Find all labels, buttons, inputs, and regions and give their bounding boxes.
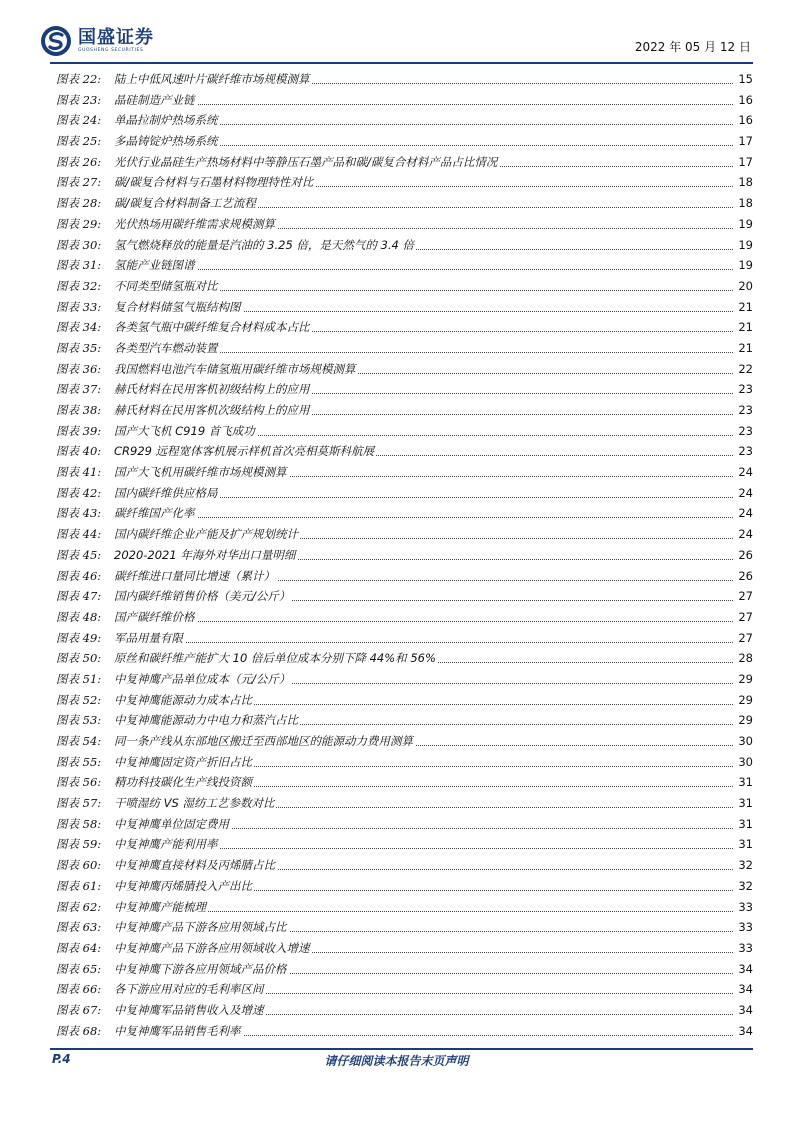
toc-entry-title: 中复神鹰军品销售毛利率 <box>114 1021 243 1042</box>
toc-entry-label: 图表 33: <box>56 299 102 314</box>
toc-leader-dots <box>114 104 733 105</box>
toc-entry-title: 国内碳纤维供应格局 <box>114 483 220 504</box>
toc-entry-label: 图表 41: <box>56 465 102 480</box>
toc-entry-page: 27 <box>733 607 753 628</box>
toc-entry-page: 33 <box>733 938 753 959</box>
toc-entry-page: 28 <box>733 648 753 669</box>
toc-entry[interactable] <box>56 338 753 359</box>
toc-entry[interactable] <box>56 110 753 131</box>
toc-entry[interactable] <box>56 752 753 773</box>
toc-entry-page: 24 <box>733 524 753 545</box>
toc-entry-title: 中复神鹰军品销售收入及增速 <box>114 1000 266 1021</box>
toc-entry-label: 图表 29: <box>56 216 102 231</box>
toc-entry[interactable] <box>56 235 753 256</box>
toc-entry-page: 34 <box>733 979 753 1000</box>
toc-entry-page: 23 <box>733 421 753 442</box>
toc-entry-page: 31 <box>733 814 753 835</box>
toc-entry-page: 29 <box>733 690 753 711</box>
toc-entry-title: 氢能产业链图谱 <box>114 255 197 276</box>
toc-entry-page: 34 <box>733 1021 753 1042</box>
toc-entry[interactable] <box>56 69 753 90</box>
toc-entry-label: 图表 58: <box>56 816 102 831</box>
toc-entry-label: 图表 59: <box>56 837 102 852</box>
toc-entry-label: 图表 68: <box>56 1023 102 1038</box>
toc-entry-page: 23 <box>733 379 753 400</box>
toc-entry-title: 多晶铸锭炉热场系统 <box>114 131 220 152</box>
toc-entry-title: 单晶拉制炉热场系统 <box>114 110 220 131</box>
toc-entry-title: 国内碳纤维企业产能及扩产规划统计 <box>114 524 300 545</box>
toc-entry-title: 国产大飞机用碳纤维市场规模测算 <box>114 462 289 483</box>
toc-leader-dots <box>114 269 733 270</box>
toc-entry-page: 19 <box>733 255 753 276</box>
toc-entry-label: 图表 54: <box>56 734 102 748</box>
page-header <box>40 18 753 68</box>
toc-entry-page: 33 <box>733 917 753 938</box>
toc-entry-label: 图表 44: <box>56 527 102 542</box>
toc-entry[interactable] <box>56 669 753 690</box>
toc-entry-title: 国产大飞机 C919 首飞成功 <box>114 421 257 442</box>
toc-entry[interactable] <box>56 648 753 669</box>
toc-entry-page: 21 <box>733 338 753 359</box>
toc-entry-page: 34 <box>733 959 753 980</box>
toc-leader-dots <box>114 621 733 622</box>
toc-entry[interactable] <box>56 172 753 193</box>
toc-entry-label: 图表 40: <box>56 444 102 459</box>
toc-entry-title: 各类型汽车燃动装置 <box>114 338 220 359</box>
toc-entry-label: 图表 53: <box>56 713 102 728</box>
toc-entry-title: 国内碳纤维销售价格（美元/公斤） <box>114 586 292 607</box>
report-date: 2022 年 05 月 12 日 <box>634 40 751 54</box>
toc-entry-label: 图表 24: <box>56 113 102 128</box>
toc-entry-page: 32 <box>733 855 753 876</box>
toc-entry-page: 17 <box>733 131 753 152</box>
page-number: P.4 <box>52 1052 71 1066</box>
toc-entry-title: 中复神鹰单位固定费用 <box>114 814 231 835</box>
toc-entry-title: 中复神鹰能源动力中电力和蒸汽占比 <box>114 710 300 731</box>
toc-entry-title: 陆上中低风速叶片碳纤维市场规模测算 <box>114 69 312 90</box>
toc-entry-title: 中复神鹰产能梳理 <box>114 897 208 918</box>
toc-entry[interactable] <box>56 793 753 814</box>
toc-entry[interactable] <box>56 131 753 152</box>
toc-entry[interactable] <box>56 545 753 566</box>
toc-entry[interactable] <box>56 979 753 1000</box>
toc-entry[interactable] <box>56 586 753 607</box>
toc-entry-title: 中复神鹰下游各应用领域产品价格 <box>114 959 289 980</box>
toc-entry-label: 图表 32: <box>56 278 102 293</box>
toc-entry[interactable] <box>56 379 753 400</box>
toc-entry-title: 中复神鹰产品单位成本（元/公斤） <box>114 669 292 690</box>
toc-entry-label: 图表 34: <box>56 320 102 335</box>
toc-entry-page: 29 <box>733 669 753 690</box>
disclaimer-note: 请仔细阅读本报告末页声明 <box>324 1054 469 1068</box>
toc-entry-label: 图表 50: <box>56 651 102 666</box>
toc-entry[interactable] <box>56 566 753 587</box>
toc-entry-label: 图表 67: <box>56 1002 102 1017</box>
guosheng-logo-icon <box>40 25 72 57</box>
toc-entry-title: 晶硅制造产业链 <box>114 90 197 111</box>
toc-entry-page: 26 <box>733 566 753 587</box>
toc-entry[interactable] <box>56 255 753 276</box>
toc-entry-label: 图表 64: <box>56 940 102 955</box>
toc-entry[interactable] <box>56 317 753 338</box>
toc-entry-label: 图表 25: <box>56 134 102 149</box>
toc-entry-label: 图表 43: <box>56 506 102 521</box>
toc-entry-label: 图表 63: <box>56 920 102 935</box>
toc-entry-label: 图表 60: <box>56 858 102 873</box>
toc-entry-title: 碳纤维进口量同比增速（累计） <box>114 566 277 587</box>
toc-entry-page: 19 <box>733 235 753 256</box>
toc-entry-title: 原丝和碳纤维产能扩大 10 倍后单位成本分别下降 44%和 56% <box>114 648 438 669</box>
toc-entry-label: 图表 62: <box>56 899 102 914</box>
toc-entry-title: 碳/碳复合材料制备工艺流程 <box>114 193 258 214</box>
toc-entry[interactable] <box>56 959 753 980</box>
toc-entry-title: 碳/碳复合材料与石墨材料物理特性对比 <box>114 172 315 193</box>
toc-entry-label: 图表 57: <box>56 796 102 811</box>
toc-entry-title: 中复神鹰产能利用率 <box>114 834 220 855</box>
toc-entry-title: 中复神鹰产品下游各应用领域占比 <box>114 917 289 938</box>
toc-entry[interactable] <box>56 607 753 628</box>
toc-entry-title: 同一条产线从东部地区搬迁至西部地区的能源动力费用测算 <box>114 731 415 752</box>
toc-entry-label: 图表 28: <box>56 196 102 211</box>
toc-entry-label: 图表 31: <box>56 258 102 273</box>
toc-entry-label: 图表 36: <box>56 361 102 376</box>
toc-entry-title: 精功科技碳化生产线投资额 <box>114 772 254 793</box>
toc-entry[interactable] <box>56 855 753 876</box>
toc-entry-title: 复合材料储氢气瓶结构图 <box>114 297 243 318</box>
toc-entry[interactable] <box>56 297 753 318</box>
toc-entry[interactable] <box>56 834 753 855</box>
toc-entry[interactable] <box>56 772 753 793</box>
toc-entry-page: 21 <box>733 297 753 318</box>
toc-entry-label: 图表 23: <box>56 92 102 107</box>
toc-entry-label: 图表 22: <box>56 72 102 86</box>
toc-entry-page: 22 <box>733 359 753 380</box>
toc-entry-title: 赫氏材料在民用客机次级结构上的应用 <box>114 400 312 421</box>
toc-entry[interactable] <box>56 400 753 421</box>
toc-entry-label: 图表 37: <box>56 382 102 397</box>
toc-entry-title: 光伏行业晶硅生产热场材料中等静压石墨产品和碳/碳复合材料产品占比情况 <box>114 152 499 173</box>
toc-entry-title: 光伏热场用碳纤维需求规模测算 <box>114 214 277 235</box>
toc-entry[interactable] <box>56 938 753 959</box>
toc-entry-title: 中复神鹰直接材料及丙烯腈占比 <box>114 855 277 876</box>
toc-entry-page: 23 <box>733 400 753 421</box>
toc-entry[interactable] <box>56 359 753 380</box>
toc-entry-page: 27 <box>733 628 753 649</box>
toc-entry-page: 16 <box>733 90 753 111</box>
toc-entry-page: 32 <box>733 876 753 897</box>
toc-entry-label: 图表 38: <box>56 403 102 417</box>
toc-entry-title: 中复神鹰能源动力成本占比 <box>114 690 254 711</box>
toc-entry[interactable] <box>56 503 753 524</box>
toc-leader-dots <box>114 517 733 518</box>
toc-entry-page: 33 <box>733 897 753 918</box>
toc-entry-page: 19 <box>733 214 753 235</box>
toc-entry[interactable] <box>56 152 753 173</box>
toc-entry-title: 不同类型储氢瓶对比 <box>114 276 220 297</box>
toc-entry-page: 29 <box>733 710 753 731</box>
toc-entry-label: 图表 26: <box>56 154 102 169</box>
toc-entry-page: 18 <box>733 193 753 214</box>
toc-entry-title: 军品用量有限 <box>114 628 185 649</box>
toc-entry-page: 21 <box>733 317 753 338</box>
toc-entry-page: 24 <box>733 483 753 504</box>
toc-entry[interactable] <box>56 462 753 483</box>
toc-entry-page: 20 <box>733 276 753 297</box>
toc-entry[interactable] <box>56 814 753 835</box>
toc-entry-label: 图表 49: <box>56 630 102 645</box>
toc-entry-page: 24 <box>733 462 753 483</box>
toc-entry-title: 赫氏材料在民用客机初级结构上的应用 <box>114 379 312 400</box>
toc-entry-page: 16 <box>733 110 753 131</box>
toc-entry[interactable] <box>56 214 753 235</box>
toc-entry[interactable] <box>56 1021 753 1042</box>
toc-entry-page: 15 <box>733 69 753 90</box>
toc-entry-label: 图表 47: <box>56 589 102 604</box>
toc-entry-label: 图表 27: <box>56 175 102 190</box>
toc-leader-dots <box>114 642 733 643</box>
toc-entry-title: 各类氢气瓶中碳纤维复合材料成本占比 <box>114 317 312 338</box>
toc-entry[interactable] <box>56 90 753 111</box>
toc-entry[interactable] <box>56 897 753 918</box>
toc-entry-label: 图表 61: <box>56 878 102 893</box>
toc-entry-page: 30 <box>733 752 753 773</box>
company-logo <box>40 24 154 58</box>
toc-entry[interactable] <box>56 1000 753 1021</box>
toc-entry[interactable] <box>56 876 753 897</box>
toc-entry-page: 27 <box>733 586 753 607</box>
toc-entry[interactable] <box>56 193 753 214</box>
toc-entry-title: 我国燃料电池汽车储氢瓶用碳纤维市场规模测算 <box>114 359 358 380</box>
toc-entry-label: 图表 52: <box>56 692 102 707</box>
toc-entry-page: 34 <box>733 1000 753 1021</box>
logo-chinese-text: 国盛证券 <box>78 27 154 48</box>
header-divider <box>50 62 753 64</box>
toc-entry[interactable] <box>56 421 753 442</box>
toc-entry-page: 30 <box>733 731 753 752</box>
toc-entry-title: 碳纤维国产化率 <box>114 503 197 524</box>
toc-entry-page: 26 <box>733 545 753 566</box>
toc-entry-label: 图表 55: <box>56 754 102 769</box>
toc-entry-label: 图表 51: <box>56 671 102 686</box>
toc-entry-page: 24 <box>733 503 753 524</box>
toc-entry-label: 图表 35: <box>56 340 102 355</box>
toc-entry-label: 图表 42: <box>56 485 102 500</box>
toc-entry-label: 图表 45: <box>56 547 102 562</box>
logo-english-text: GUOSHENG SECURITIES <box>78 48 144 53</box>
toc-entry-title: CR929 远程宽体客机展示样机首次亮相莫斯科航展 <box>114 441 376 462</box>
figure-index-list <box>56 69 753 1041</box>
toc-entry-label: 图表 65: <box>56 961 102 976</box>
toc-entry-title: 2020-2021 年海外对华出口量明细 <box>114 545 297 566</box>
toc-entry-label: 图表 46: <box>56 568 102 583</box>
toc-entry-title: 中复神鹰产品下游各应用领域收入增速 <box>114 938 312 959</box>
toc-entry[interactable] <box>56 276 753 297</box>
toc-entry[interactable] <box>56 917 753 938</box>
toc-entry-label: 图表 66: <box>56 982 102 997</box>
toc-entry-label: 图表 39: <box>56 423 102 438</box>
toc-entry-page: 31 <box>733 793 753 814</box>
toc-entry[interactable] <box>56 628 753 649</box>
toc-entry[interactable] <box>56 524 753 545</box>
toc-entry-page: 31 <box>733 772 753 793</box>
toc-entry[interactable] <box>56 483 753 504</box>
toc-entry[interactable] <box>56 441 753 462</box>
toc-entry[interactable] <box>56 710 753 731</box>
toc-entry-title: 氢气燃烧释放的能量是汽油的 3.25 倍，是天然气的 3.4 倍 <box>114 235 416 256</box>
toc-entry[interactable] <box>56 731 753 752</box>
toc-entry-title: 各下游应用对应的毛利率区间 <box>114 979 266 1000</box>
toc-entry-page: 17 <box>733 152 753 173</box>
toc-entry-title: 国产碳纤维价格 <box>114 607 197 628</box>
toc-entry-page: 23 <box>733 441 753 462</box>
toc-entry-page: 18 <box>733 172 753 193</box>
toc-entry-label: 图表 30: <box>56 237 102 252</box>
toc-entry-page: 31 <box>733 834 753 855</box>
toc-entry-title: 干喷湿纺 VS 湿纺工艺参数对比 <box>114 793 276 814</box>
toc-entry-title: 中复神鹰丙烯腈投入产出比 <box>114 876 254 897</box>
toc-entry[interactable] <box>56 690 753 711</box>
toc-entry-label: 图表 48: <box>56 609 102 624</box>
toc-entry-title: 中复神鹰固定资产折旧占比 <box>114 752 254 773</box>
footer-divider <box>50 1048 753 1050</box>
toc-entry-label: 图表 56: <box>56 775 102 790</box>
